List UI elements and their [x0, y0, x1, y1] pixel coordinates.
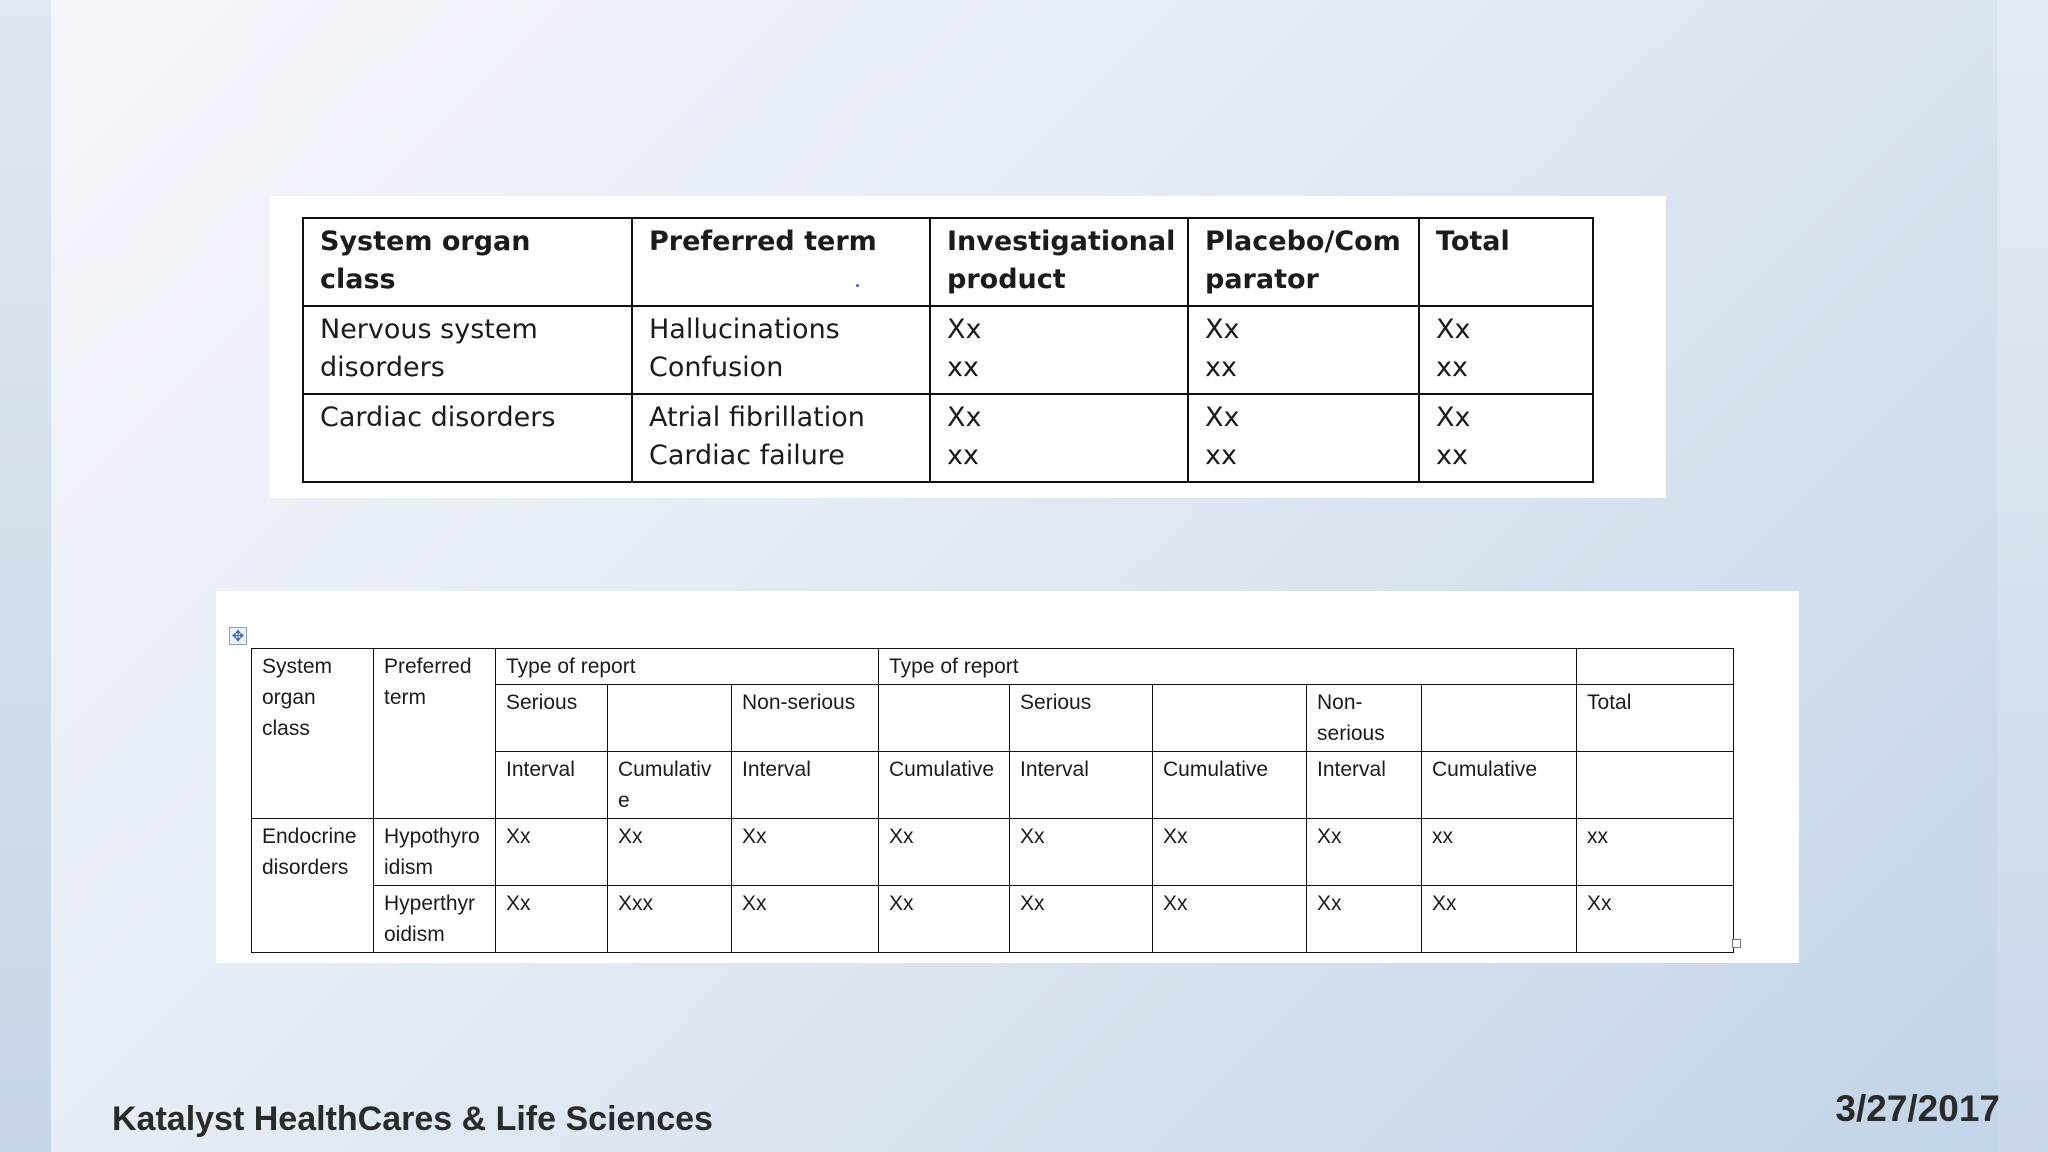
header-cumulative: Cumulative — [1422, 752, 1577, 819]
header-serious: Serious — [1010, 685, 1153, 752]
value-cell: Xx — [732, 819, 879, 886]
footer-company-name: Katalyst HealthCares & Life Sciences — [112, 1100, 713, 1138]
term-cell: Hypothyro idism — [374, 819, 496, 886]
table-row — [252, 886, 1734, 953]
value-cell: Xx — [732, 886, 879, 953]
header-empty-cell — [608, 685, 732, 752]
header-total: Total — [1419, 218, 1593, 306]
table-header-row — [303, 218, 1593, 306]
header-interval: Interval — [732, 752, 879, 819]
value-cell: Xx — [608, 819, 732, 886]
soc-cell: Endocrine disorders — [252, 819, 374, 953]
header-system-organ-class: System organ class — [303, 218, 632, 306]
table-resize-handle[interactable] — [1732, 939, 1741, 948]
soc-line: disorders — [320, 352, 445, 383]
soc-cell — [303, 394, 632, 482]
header-type-of-report: Type of report — [496, 649, 879, 685]
value-cell: Xx — [1010, 819, 1153, 886]
placebo-cell — [1188, 306, 1419, 394]
header-preferred-term: Preferred term — [374, 649, 496, 819]
header-empty-cell — [1577, 649, 1734, 685]
value-cell: Xx — [1153, 886, 1307, 953]
placebo-cell — [1188, 394, 1419, 482]
value-text: xx — [1436, 352, 1468, 383]
soc-line: Cardiac disorders — [320, 402, 556, 433]
soc-line: Nervous system — [320, 314, 538, 345]
value-text: xx — [1436, 440, 1468, 471]
header-investigational-product: Investigational product — [930, 218, 1188, 306]
header-interval: Interval — [1010, 752, 1153, 819]
header-cumulative: Cumulative — [1153, 752, 1307, 819]
table-row — [252, 819, 1734, 886]
value-cell: Xx — [1307, 886, 1422, 953]
value-cell: xx — [1422, 819, 1577, 886]
value-text: Xx — [1436, 314, 1471, 345]
value-text: Xx — [1205, 314, 1240, 345]
left-decor-strip — [0, 0, 51, 1152]
value-text: xx — [1205, 440, 1237, 471]
term-text: Confusion — [649, 352, 784, 383]
header-empty-cell — [1577, 752, 1734, 819]
value-text: Xx — [947, 314, 982, 345]
report-type-table — [251, 648, 1734, 953]
header-cumulative: Cumulative — [879, 752, 1010, 819]
term-cell — [632, 306, 930, 394]
header-cumulative: Cumulativ e — [608, 752, 732, 819]
header-preferred-term: Preferred term — [632, 218, 930, 306]
header-system-organ-class: System organ class — [252, 649, 374, 819]
adverse-events-summary-table — [302, 217, 1594, 483]
value-text: xx — [1205, 352, 1237, 383]
value-cell: Xx — [1422, 886, 1577, 953]
header-total: Total — [1577, 685, 1734, 752]
header-empty-cell — [879, 685, 1010, 752]
value-text: Xx — [1205, 402, 1240, 433]
table-move-icon[interactable]: ✥ — [229, 627, 247, 645]
term-text: Cardiac failure — [649, 440, 845, 471]
value-cell: Xx — [879, 819, 1010, 886]
term-text: Atrial fibrillation — [649, 402, 865, 433]
investigational-cell — [930, 394, 1188, 482]
header-serious: Serious — [496, 685, 608, 752]
table-header-row — [252, 649, 1734, 685]
header-empty-cell — [1153, 685, 1307, 752]
term-text: Hallucinations — [649, 314, 840, 345]
report-type-table-image — [216, 591, 1799, 963]
total-cell — [1419, 306, 1593, 394]
header-type-of-report: Type of report — [879, 649, 1577, 685]
value-text: xx — [947, 352, 979, 383]
value-cell: Xx — [1153, 819, 1307, 886]
header-interval: Interval — [496, 752, 608, 819]
footer-date: 3/27/2017 — [1835, 1088, 2000, 1129]
value-cell: xx — [1577, 819, 1734, 886]
table-row — [303, 394, 1593, 482]
value-cell: Xx — [496, 886, 608, 953]
term-cell — [632, 394, 930, 482]
value-cell: Xx — [879, 886, 1010, 953]
total-cell — [1419, 394, 1593, 482]
term-cell: Hyperthyr oidism — [374, 886, 496, 953]
header-non-serious: Non-serious — [732, 685, 879, 752]
value-text: xx — [947, 440, 979, 471]
stray-dot — [856, 284, 859, 287]
soc-cell — [303, 306, 632, 394]
header-interval: Interval — [1307, 752, 1422, 819]
investigational-cell — [930, 306, 1188, 394]
value-cell: Xx — [496, 819, 608, 886]
value-cell: Xxx — [608, 886, 732, 953]
header-non-serious: Non-serious — [1307, 685, 1422, 752]
right-decor-strip — [1997, 0, 2048, 1152]
value-text: Xx — [947, 402, 982, 433]
header-placebo-comparator: Placebo/Com parator — [1188, 218, 1419, 306]
header-empty-cell — [1422, 685, 1577, 752]
value-cell: Xx — [1010, 886, 1153, 953]
value-text: Xx — [1436, 402, 1471, 433]
table-row — [303, 306, 1593, 394]
summary-table-image — [270, 196, 1666, 498]
value-cell: Xx — [1307, 819, 1422, 886]
value-cell: Xx — [1577, 886, 1734, 953]
